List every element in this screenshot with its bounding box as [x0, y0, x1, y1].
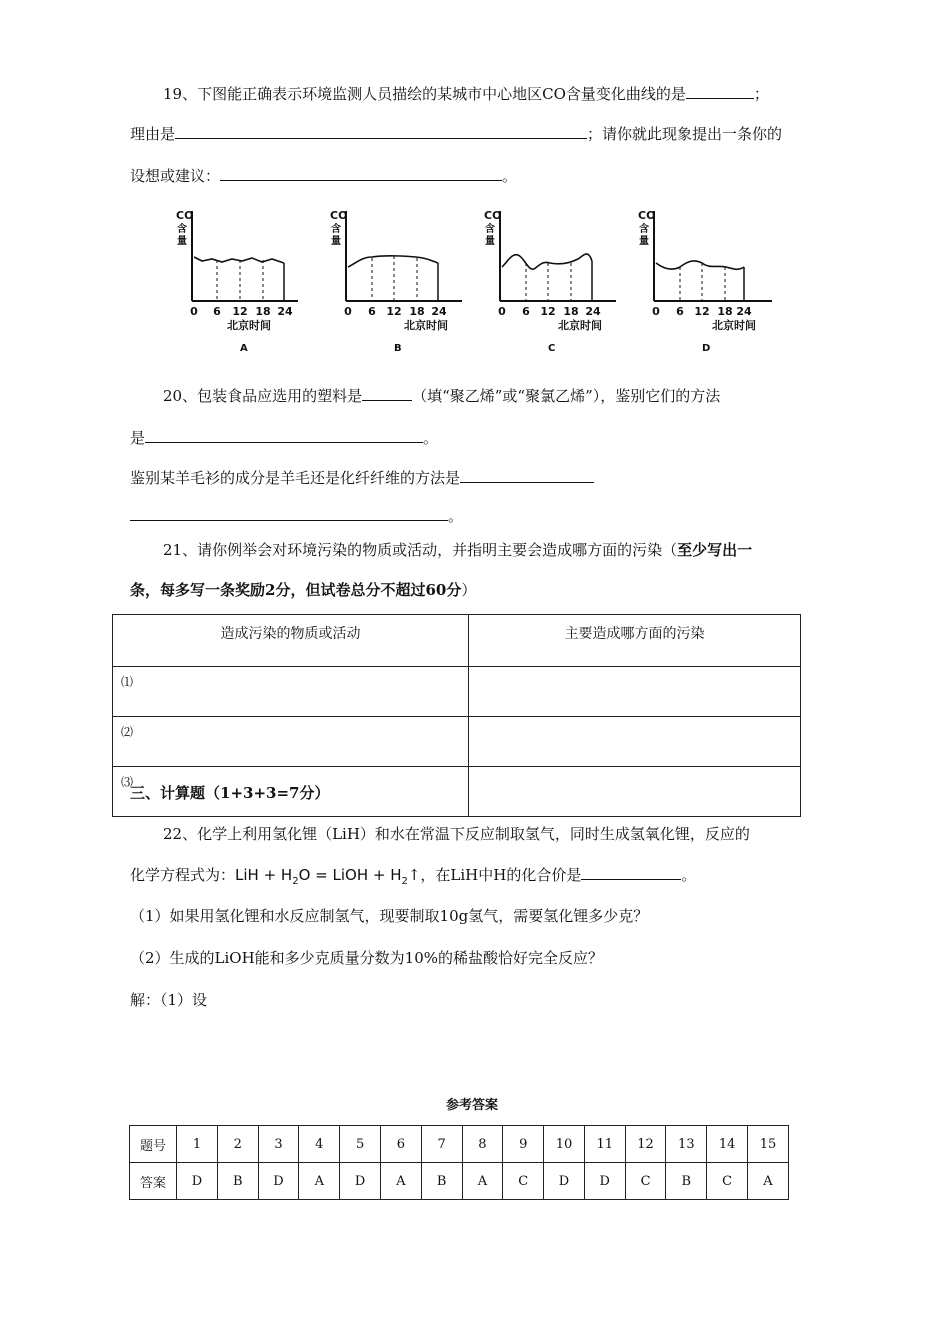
row-2-pollution[interactable]	[469, 717, 801, 767]
chart-a-label: A	[240, 343, 248, 354]
q-number: 4	[299, 1126, 340, 1163]
chart-b	[326, 205, 466, 355]
chart-a-curve	[194, 257, 284, 263]
q21-bold-b: 条，每多写一条奖励2分，但试卷总分不超过60分	[130, 581, 462, 599]
answer-cell: A	[748, 1163, 789, 1200]
answer-cell: D	[544, 1163, 585, 1200]
q20-plastic-blank[interactable]	[362, 386, 412, 401]
q19-suggest-blank[interactable]	[220, 166, 502, 181]
row-2-label: ⑵	[121, 725, 134, 739]
q-number: 10	[544, 1126, 585, 1163]
answer-table	[129, 1125, 789, 1200]
q22-line2	[130, 865, 696, 892]
row-1-label: ⑴	[121, 675, 134, 689]
eq-part-a: LiH + H	[235, 866, 293, 884]
q22-eq-label: 化学方程式为：	[130, 866, 236, 884]
chart-d-tick-12: 12	[694, 305, 710, 318]
chart-b-tick-6: 6	[368, 305, 376, 318]
q19-end: 。	[502, 167, 518, 185]
chart-c-tick-12: 12	[540, 305, 556, 318]
chart-b-label: B	[394, 343, 402, 354]
chart-d-xlabel: 北京时间	[712, 319, 756, 332]
q21-line1	[163, 540, 752, 560]
q22-line1: 22、化学上利用氢化锂（LiH）和水在常温下反应制取氢气，同时生成氢氧化锂，反应的	[163, 825, 750, 843]
q21-text: 21、请你例举会对环境污染的物质或活动，并指明主要会造成哪方面的污染（	[163, 541, 678, 559]
q22-equation	[235, 866, 408, 887]
chart-a-xlabel: 北京时间	[227, 319, 271, 332]
section3-title: 三、计算题（1+3+3=7分）	[130, 784, 330, 802]
q20-method-blank[interactable]	[145, 428, 423, 443]
answers-title: 参考答案	[446, 1098, 499, 1113]
q-number: 14	[707, 1126, 748, 1163]
q-number: 9	[503, 1126, 544, 1163]
chart-a-tick-24: 24	[277, 305, 293, 318]
chart-d-ylabel-han: 含	[639, 224, 649, 235]
chart-a-tick-12: 12	[232, 305, 248, 318]
answer-cell: C	[707, 1163, 748, 1200]
chart-a-ylabel-co: CO	[176, 209, 194, 222]
q19-suggest-label: 设想或建议：	[130, 167, 221, 185]
chart-d-ylabel-co: CO	[638, 209, 656, 222]
chart-d-tick-18: 18	[717, 305, 733, 318]
q22-solution: 解：（1）设	[130, 991, 208, 1009]
q20-wool-blank-a[interactable]	[460, 468, 594, 483]
col-header-pollution: 主要造成哪方面的污染	[469, 615, 801, 667]
answer-cell: C	[503, 1163, 544, 1200]
q19-reason-label: 理由是	[130, 125, 176, 143]
chart-c-curve	[502, 254, 592, 269]
chart-c-tick-6: 6	[522, 305, 530, 318]
answer-cell: A	[380, 1163, 421, 1200]
q-number: 12	[625, 1126, 666, 1163]
chart-d-ylabel-liang: 量	[639, 236, 649, 247]
q19-punct: ；	[753, 85, 769, 103]
pollution-table-header	[113, 615, 801, 667]
row-1-source[interactable]	[113, 667, 469, 717]
chart-c-tick-18: 18	[563, 305, 579, 318]
eq-sub-b: 2	[401, 876, 408, 887]
eq-part-e: ↑，在LiH中H的化合价是	[407, 866, 582, 884]
q20-line1	[163, 386, 720, 406]
chart-b-ylabel-han: 含	[331, 224, 341, 235]
answer-cell: A	[462, 1163, 503, 1200]
answer-cell: B	[421, 1163, 462, 1200]
q19-line2	[130, 124, 782, 144]
q22-end: 。	[681, 866, 697, 884]
chart-b-tick-12: 12	[386, 305, 402, 318]
q20-line4	[130, 506, 463, 526]
chart-b-tick-18: 18	[409, 305, 425, 318]
chart-c-ylabel-han: 含	[485, 224, 495, 235]
answer-row-values	[130, 1163, 789, 1200]
q22-valence-blank[interactable]	[581, 865, 681, 880]
chart-c-xlabel: 北京时间	[558, 319, 602, 332]
answer-cell: C	[625, 1163, 666, 1200]
q-number: 15	[748, 1126, 789, 1163]
q21-line2	[130, 580, 476, 600]
chart-d-tick-0: 0	[652, 305, 660, 318]
chart-c-ylabel-liang: 量	[485, 236, 495, 247]
q19-line3	[130, 166, 517, 186]
chart-b-tick-24: 24	[431, 305, 447, 318]
q19-answer-blank[interactable]	[686, 84, 754, 99]
q-number: 2	[217, 1126, 258, 1163]
row-label-answer: 答案	[130, 1163, 177, 1200]
chart-a	[172, 205, 302, 355]
chart-b-xlabel: 北京时间	[404, 319, 448, 332]
chart-b-tick-0: 0	[344, 305, 352, 318]
chart-d-tick-24: 24	[736, 305, 752, 318]
q22-part2: （2）生成的LiOH能和多少克质量分数为10%的稀盐酸恰好完全反应？	[130, 949, 604, 967]
answer-cell: D	[584, 1163, 625, 1200]
chart-b-curve	[348, 256, 438, 267]
chart-d-tick-6: 6	[676, 305, 684, 318]
chart-a-tick-18: 18	[255, 305, 271, 318]
chart-a-tick-6: 6	[213, 305, 221, 318]
q21-bold-a: 至少写出一	[677, 541, 753, 559]
chart-c-tick-0: 0	[498, 305, 506, 318]
chart-c-ylabel-co: CO	[484, 209, 502, 222]
q19-suggest-text: ；请你就此现象提出一条你的	[587, 125, 783, 143]
q-number: 7	[421, 1126, 462, 1163]
chart-c-label: C	[548, 343, 556, 354]
q-number: 1	[177, 1126, 218, 1163]
q20-method-label: 是	[130, 429, 146, 447]
chart-c-tick-24: 24	[585, 305, 601, 318]
answer-cell: B	[217, 1163, 258, 1200]
chart-c	[480, 205, 620, 355]
chart-a-ylabel-liang: 量	[177, 236, 187, 247]
q-number: 3	[258, 1126, 299, 1163]
q21-end: ）	[461, 581, 477, 599]
q20-text-end: （填“聚乙烯”或“聚氯乙烯”），鉴别它们的方法	[412, 387, 721, 405]
row-1-pollution[interactable]	[469, 667, 801, 717]
q20-wool-blank-b[interactable]	[130, 506, 448, 521]
table-row	[113, 717, 801, 767]
q-number: 11	[584, 1126, 625, 1163]
answer-cell: D	[177, 1163, 218, 1200]
answer-cell: D	[258, 1163, 299, 1200]
chart-d-label: D	[702, 343, 711, 354]
answer-cell: A	[299, 1163, 340, 1200]
q20-wool-end: 。	[448, 507, 464, 525]
q-number: 5	[340, 1126, 381, 1163]
q-number: 8	[462, 1126, 503, 1163]
answer-cell: B	[666, 1163, 707, 1200]
chart-d-curve	[656, 261, 744, 269]
chart-a-ylabel-han: 含	[177, 224, 187, 235]
q19-reason-blank[interactable]	[175, 124, 587, 139]
eq-sub-a: 2	[292, 876, 299, 887]
chart-b-ylabel-co: CO	[330, 209, 348, 222]
answer-cell: D	[340, 1163, 381, 1200]
q19-line1	[163, 84, 769, 104]
q-number: 6	[380, 1126, 421, 1163]
chart-a-tick-0: 0	[190, 305, 198, 318]
row-3-pollution[interactable]	[469, 767, 801, 817]
row-label-number: 题号	[130, 1126, 177, 1163]
eq-part-c: O = LiOH + H	[298, 866, 402, 884]
q20-wool-text: 鉴别某羊毛衫的成分是羊毛还是化纤纤维的方法是	[130, 469, 461, 487]
row-3-label: ⑶	[121, 775, 134, 789]
q20-line2	[130, 428, 438, 448]
chart-d	[634, 205, 779, 355]
chart-b-ylabel-liang: 量	[331, 236, 341, 247]
answer-row-numbers	[130, 1126, 789, 1163]
q-number: 13	[666, 1126, 707, 1163]
q20-text: 20、包装食品应选用的塑料是	[163, 387, 363, 405]
table-row	[113, 667, 801, 717]
row-2-source[interactable]	[113, 717, 469, 767]
q20-line3	[130, 468, 594, 488]
q19-text: 19、下图能正确表示环境监测人员描绘的某城市中心地区CO含量变化曲线的是	[163, 85, 686, 103]
col-header-source: 造成污染的物质或活动	[113, 615, 469, 667]
q20-method-end: 。	[423, 429, 439, 447]
q22-part1: （1）如果用氢化锂和水反应制氢气，现要制取10g氢气，需要氢化锂多少克？	[130, 907, 649, 925]
